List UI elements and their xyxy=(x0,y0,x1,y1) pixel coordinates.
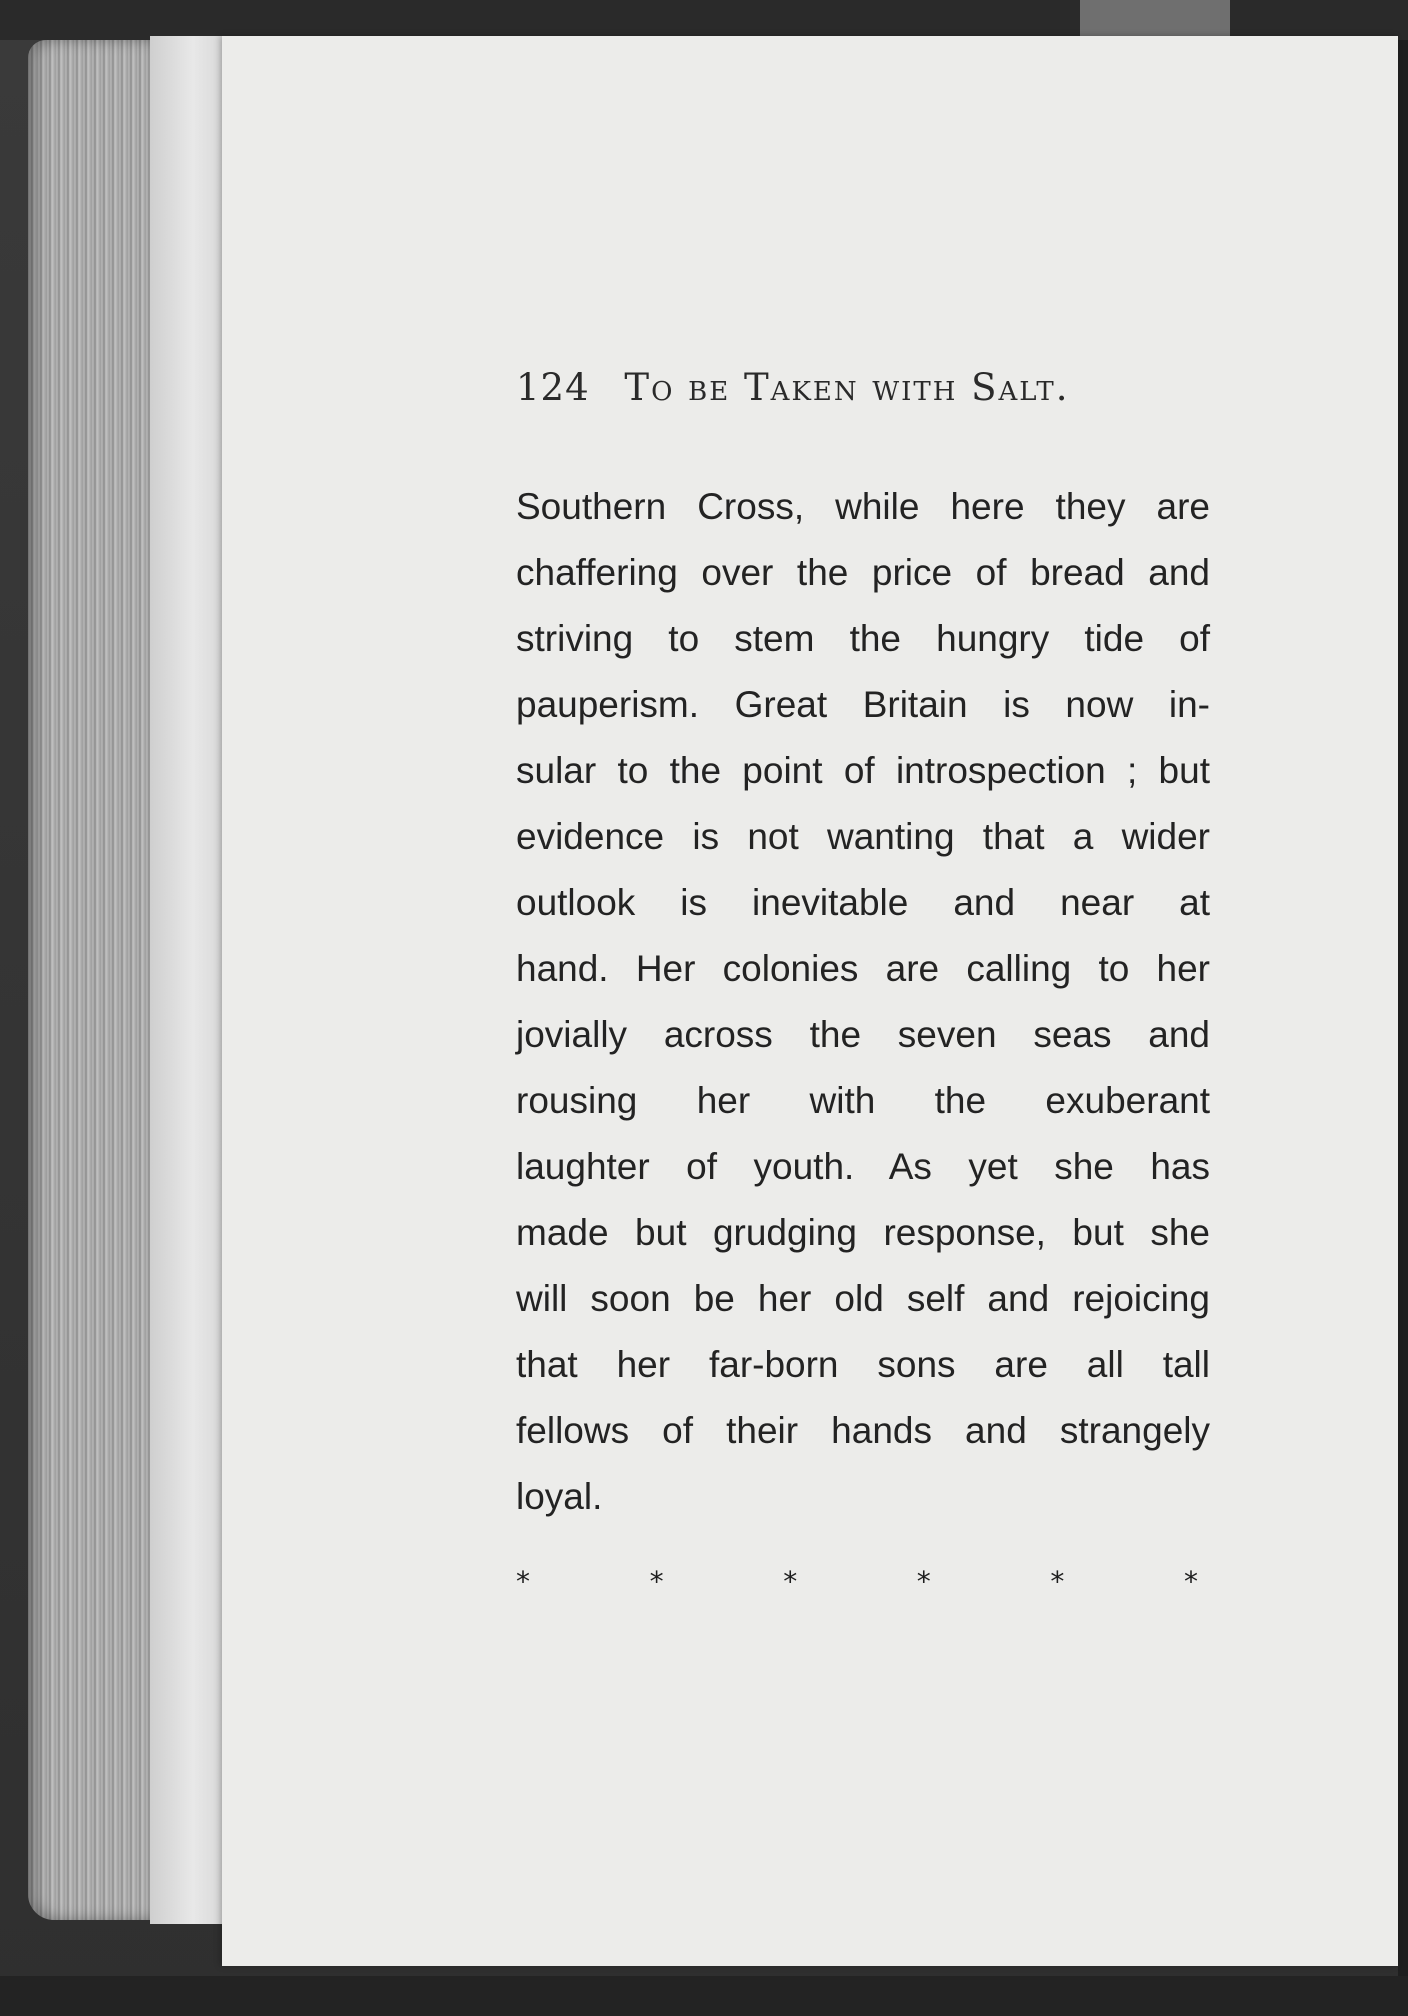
text-line: outlook is inevitable and near at xyxy=(516,882,1210,923)
text-line: sular to the point of introspection ; but xyxy=(516,750,1210,791)
book-page-edge-highlight xyxy=(150,36,222,1924)
right-border xyxy=(1398,40,1408,2016)
section-break-ornament xyxy=(516,1562,1198,1602)
text-line: chaffering over the price of bread and xyxy=(516,552,1210,593)
asterisk-ornament: * xyxy=(649,1565,664,1598)
asterisk-ornament: * xyxy=(916,1565,931,1598)
text-line: rousing her with the exuberant xyxy=(516,1080,1210,1121)
text-line: hand. Her colonies are calling to her xyxy=(516,948,1210,989)
text-line: jovially across the seven seas and xyxy=(516,1014,1210,1055)
text-line: that her far-born sons are all tall xyxy=(516,1344,1210,1385)
page-number: 124 xyxy=(516,366,590,409)
text-line: fellows of their hands and strangely xyxy=(516,1410,1210,1451)
asterisk-ornament: * xyxy=(783,1565,798,1598)
text-line: Southern Cross, while here they are xyxy=(516,486,1210,527)
asterisk-ornament: * xyxy=(516,1565,530,1598)
body-paragraph xyxy=(516,474,1210,1530)
book-clip xyxy=(1080,0,1230,40)
text-line: pauperism. Great Britain is now in- xyxy=(516,684,1210,725)
text-line: laughter of youth. As yet she has xyxy=(516,1146,1210,1187)
text-line: loyal. xyxy=(516,1476,603,1517)
bottom-border xyxy=(0,1976,1408,2016)
running-title: To be Taken with Salt. xyxy=(624,366,1070,409)
text-line: evidence is not wanting that a wider xyxy=(516,816,1210,857)
text-line: made but grudging response, but she xyxy=(516,1212,1210,1253)
asterisk-ornament: * xyxy=(1050,1565,1065,1598)
text-line: striving to stem the hungry tide of xyxy=(516,618,1210,659)
running-header xyxy=(516,366,1116,422)
text-line: will soon be her old self and rejoicing xyxy=(516,1278,1210,1319)
asterisk-ornament: * xyxy=(1183,1565,1198,1598)
